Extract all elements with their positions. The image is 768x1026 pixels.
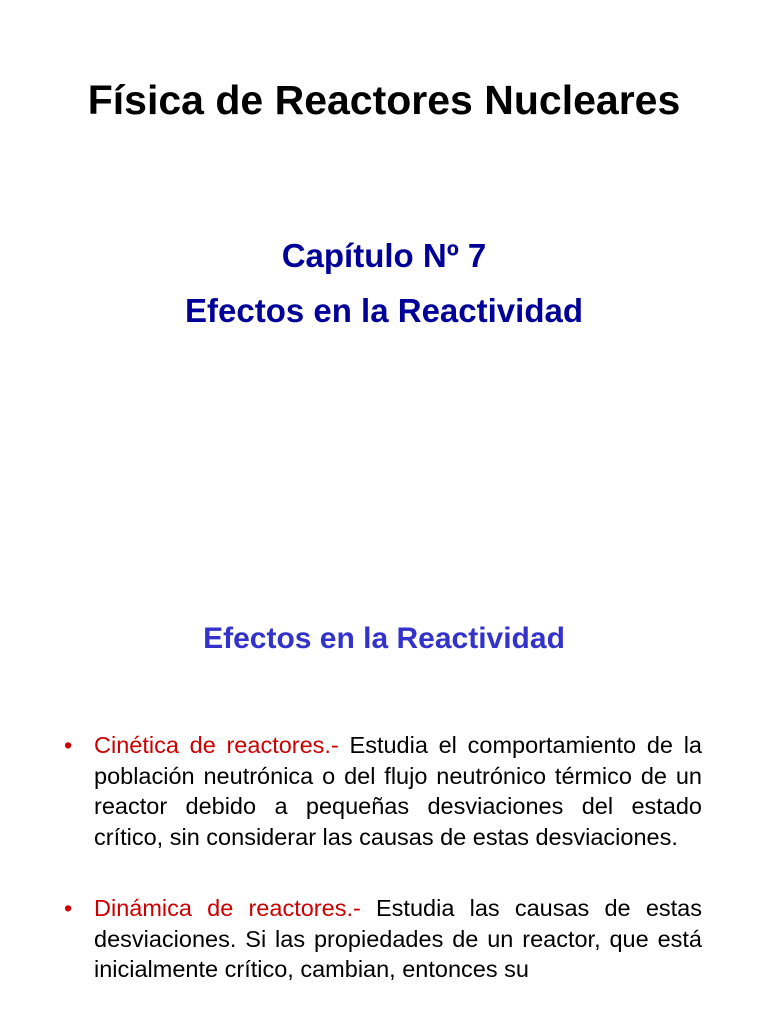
bullet-item-cinetica bbox=[58, 730, 702, 852]
bullet-icon: • bbox=[64, 895, 73, 921]
bullet-text: Estudia el comportamiento de la población neutrónica o del flujo neutrónico térmico de un reactor debido a pequeñas desviaciones del estado crítico, sin considerar las causas de estas desviaciones. bbox=[94, 732, 702, 850]
bullet-icon: • bbox=[64, 732, 73, 758]
chapter-title: Efectos en la Reactividad bbox=[185, 292, 583, 329]
bullet-item-dinamica bbox=[58, 893, 702, 985]
bullet-text: Estudia las causas de estas desviaciones. Si las propiedades de un reactor, que está inicialmente crítico, cambian, entonces su bbox=[94, 895, 702, 982]
slide-content bbox=[0, 576, 768, 1024]
bullet-list bbox=[58, 730, 702, 1026]
section-title: Efectos en la Reactividad bbox=[203, 622, 565, 655]
bullet-term: Cinética de reactores.- bbox=[94, 732, 339, 758]
chapter-number: Capítulo Nº 7 bbox=[281, 237, 487, 274]
bullet-term: Dinámica de reactores.- bbox=[94, 895, 361, 921]
document-title: Física de Reactores Nucleares bbox=[87, 77, 681, 123]
